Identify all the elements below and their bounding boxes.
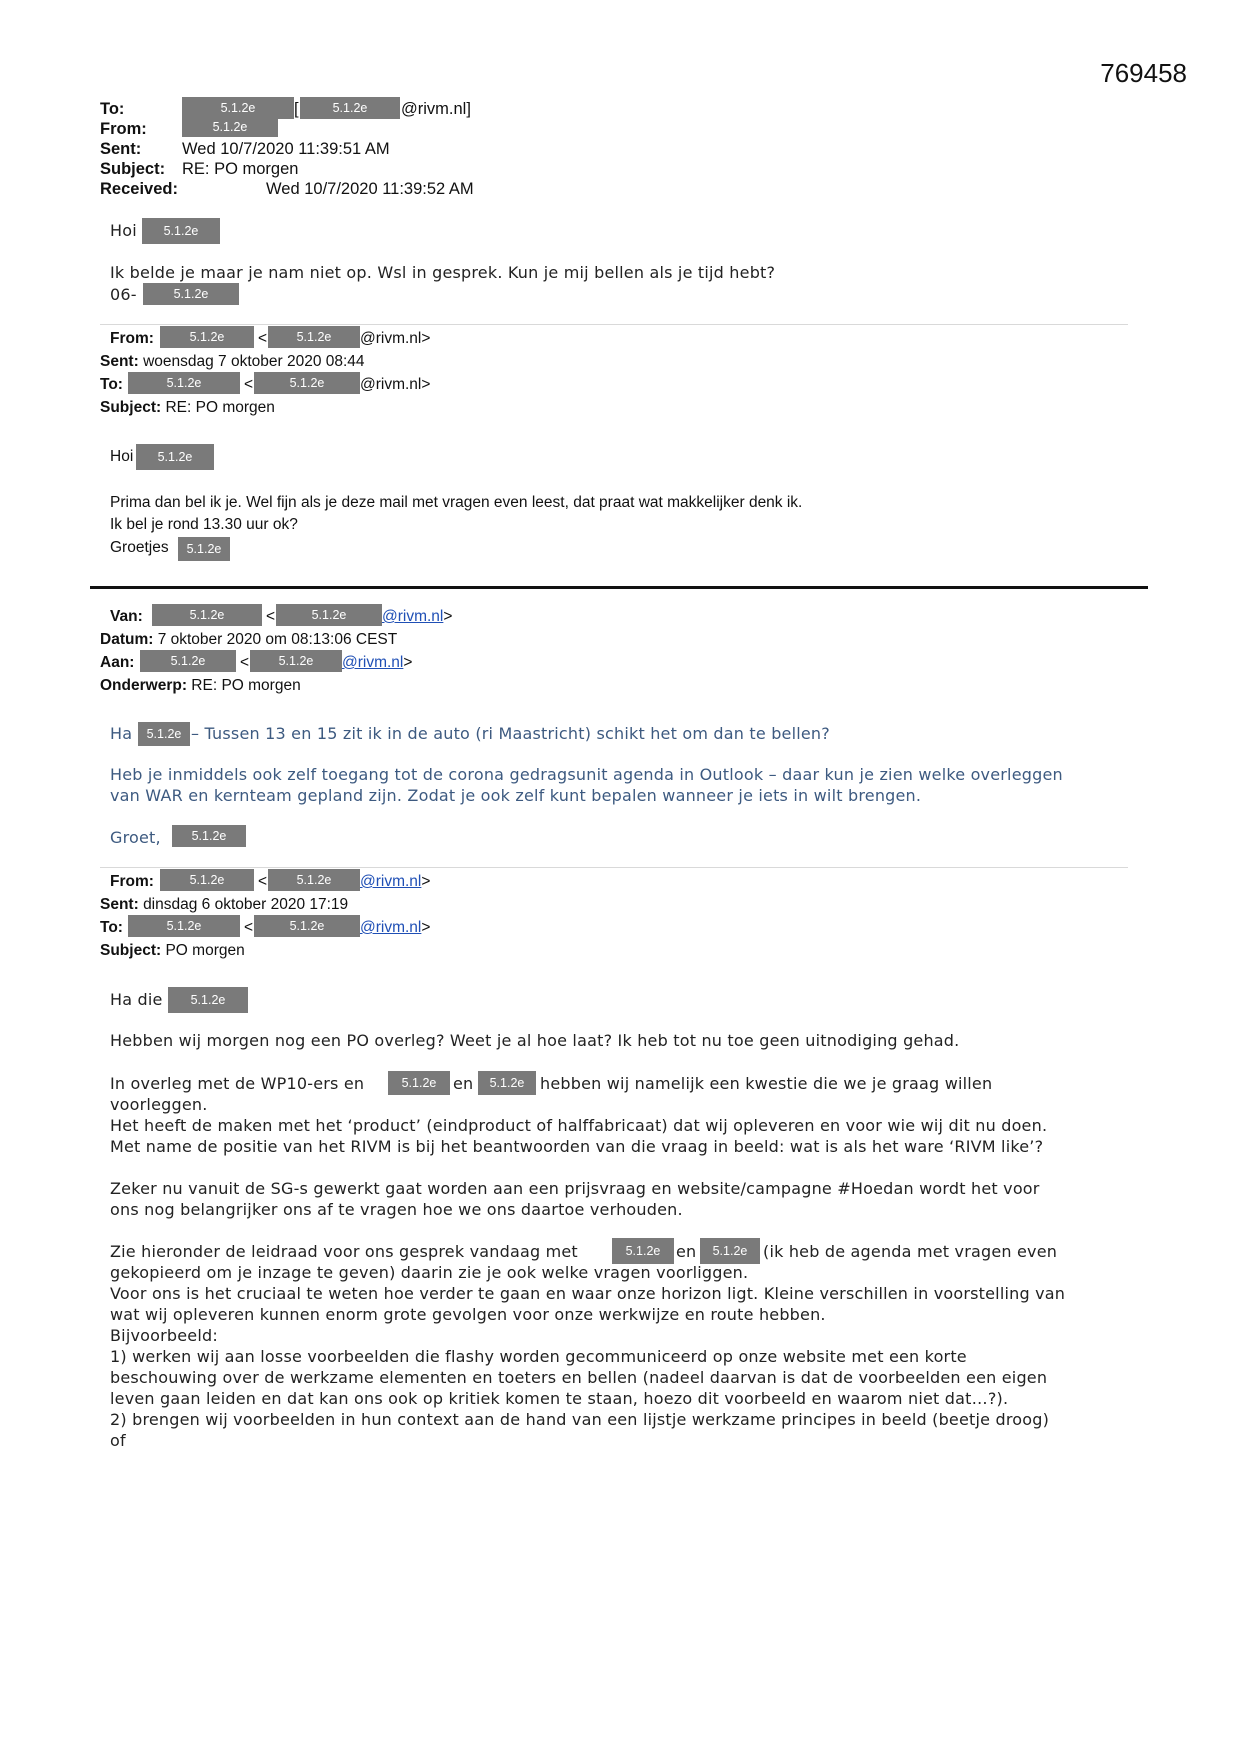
document-number: 769458 — [1100, 58, 1187, 88]
redaction-box: 5.1.2e — [254, 915, 360, 937]
to-label: To: — [100, 919, 123, 936]
separator-line — [90, 586, 1148, 589]
datum-value: 7 oktober 2020 om 08:13:06 CEST — [157, 631, 398, 648]
message-line: ons nog belangrijker ons af te vragen hoe we ons daartoe verhouden. — [110, 1200, 683, 1219]
sent-label: Sent: — [100, 896, 139, 913]
redaction-box: 5.1.2e — [160, 326, 254, 348]
separator-line — [100, 867, 1128, 868]
redaction-box: 5.1.2e — [138, 722, 190, 746]
lt-sign: < — [240, 654, 250, 671]
subject-value: RE: PO morgen — [165, 399, 275, 416]
from-label: From: — [100, 120, 147, 138]
greeting: Ha — [110, 724, 133, 743]
redaction-box: 5.1.2e — [168, 987, 248, 1013]
onderwerp-value: RE: PO morgen — [191, 677, 301, 694]
greeting: Hoi — [110, 448, 134, 465]
subject-value: RE: PO morgen — [182, 160, 299, 178]
email-suffix: @rivm.nl> — [360, 376, 431, 393]
redaction-box: 5.1.2e — [254, 372, 360, 394]
subject-label: Subject: — [100, 399, 162, 416]
redaction-box: 5.1.2e — [143, 283, 239, 305]
message-line: Zeker nu vanuit de SG-s gewerkt gaat worden aan een prijsvraag en website/campagne #Hoedan wordt het voor — [110, 1179, 1040, 1198]
lt-sign: < — [244, 376, 254, 393]
message-line: voorleggen. — [110, 1095, 208, 1114]
redaction-box: 5.1.2e — [300, 97, 400, 119]
message-line: Hebben wij morgen nog een PO overleg? Weet je al hoe laat? Ik heb tot nu toe geen uitnodiging gehad. — [110, 1031, 960, 1050]
message-line: (ik heb de agenda met vragen even — [763, 1242, 1058, 1261]
separator-line — [100, 324, 1128, 325]
message-line: wat wij opleveren kunnen enorm grote gevolgen voor onze werkwijze en route hebben. — [110, 1305, 826, 1324]
redaction-box: 5.1.2e — [128, 915, 240, 937]
connector-text: en — [453, 1074, 474, 1093]
connector-text: en — [676, 1242, 697, 1261]
to-label: To: — [100, 100, 125, 118]
greeting: Ha die — [110, 990, 163, 1009]
message-line: leven gaan leiden en dat kan ons ook op kritiek komen te staan, hoezo dit voorbeeld en waarom niet dat…?). — [110, 1389, 1009, 1408]
redaction-box: 5.1.2e — [388, 1071, 450, 1095]
message-line: van WAR en kernteam gepland zijn. Zodat je ook zelf kunt bepalen wanneer je iets in wilt brengen. — [110, 786, 922, 805]
email-link[interactable]: @rivm.nl — [360, 919, 422, 936]
lt-sign: < — [258, 873, 268, 890]
redaction-box: 5.1.2e — [250, 650, 342, 672]
sent-label: Sent: — [100, 353, 139, 370]
message-line: Ik bel je rond 13.30 uur ok? — [110, 516, 298, 533]
subject-label: Subject: — [100, 160, 166, 178]
subject-label: Subject: — [100, 942, 162, 959]
message-line: gekopieerd om je inzage te geven) daarin zie je ook welke vragen voorliggen. — [110, 1263, 749, 1282]
message-line: hebben wij namelijk een kwestie die we je graag willen — [540, 1074, 993, 1093]
message-line: Heb je inmiddels ook zelf toegang tot de corona gedragsunit agenda in Outlook – daar kun je zien welke overleggen — [110, 765, 1063, 784]
message-line: Zie hieronder de leidraad voor ons gesprek vandaag met — [110, 1242, 578, 1261]
message-line: Met name de positie van het RIVM is bij het beantwoorden van die vraag in beeld: wat is als het ware ‘RIVM like’? — [110, 1137, 1044, 1156]
message-line: 2) brengen wij voorbeelden in hun context aan de hand van een lijstje werkzame principes in beeld (beetje droog) — [110, 1410, 1050, 1429]
redaction-box: 5.1.2e — [700, 1238, 760, 1264]
onderwerp-label: Onderwerp: — [100, 677, 187, 694]
message-line: – Tussen 13 en 15 zit ik in de auto (ri Maastricht) schikt het om dan te bellen? — [191, 724, 830, 743]
redaction-box: 5.1.2e — [160, 869, 254, 891]
lt-sign: < — [258, 330, 268, 347]
gt-sign: > — [403, 654, 413, 671]
message-line: Ik belde je maar je nam niet op. Wsl in gesprek. Kun je mij bellen als je tijd hebt? — [110, 263, 776, 282]
received-label: Received: — [100, 180, 178, 198]
to-label: To: — [100, 376, 123, 393]
redaction-box: 5.1.2e — [268, 869, 360, 891]
sent-value: Wed 10/7/2020 11:39:51 AM — [182, 140, 390, 158]
redaction-box: 5.1.2e — [142, 218, 220, 244]
datum-label: Datum: — [100, 631, 154, 648]
redaction-box: 5.1.2e — [136, 444, 214, 470]
to-bracket: [ — [294, 100, 299, 118]
redaction-box: 5.1.2e — [178, 537, 230, 561]
message-line: Het heeft de maken met het ‘product’ (eindproduct of halffabricaat) dat wij opleveren en voor wie wij dit nu doen. — [110, 1116, 1048, 1135]
message-line: Voor ons is het cruciaal te weten hoe verder te gaan en waar onze horizon ligt. Kleine verschillen in voorstelling van — [110, 1284, 1066, 1303]
from-label: From: — [110, 873, 154, 890]
redaction-box: 5.1.2e — [612, 1238, 674, 1264]
email-link[interactable]: @rivm.nl — [382, 608, 444, 625]
email-link[interactable]: @rivm.nl — [342, 654, 404, 671]
redaction-box: 5.1.2e — [182, 97, 294, 119]
lt-sign: < — [266, 608, 276, 625]
lt-sign: < — [244, 919, 254, 936]
closing: Groetjes — [110, 539, 169, 556]
redaction-box: 5.1.2e — [172, 825, 246, 847]
redaction-box: 5.1.2e — [182, 117, 278, 137]
sent-value: woensdag 7 oktober 2020 08:44 — [143, 353, 365, 370]
message-line: beschouwing over de werkzame elementen en toeters en bellen (nadeel daarvan is dat de voorbeelden een eigen — [110, 1368, 1048, 1387]
redaction-box: 5.1.2e — [478, 1071, 536, 1095]
to-email-suffix: @rivm.nl] — [401, 100, 471, 118]
message-line: Bijvoorbeeld: — [110, 1326, 218, 1345]
subject-value: PO morgen — [165, 942, 245, 959]
gt-sign: > — [421, 873, 431, 890]
greeting: Hoi — [110, 221, 137, 240]
aan-label: Aan: — [100, 654, 135, 671]
message-line: 1) werken wij aan losse voorbeelden die flashy worden gecommuniceerd op onze website met een korte — [110, 1347, 967, 1366]
message-line: In overleg met de WP10-ers en — [110, 1074, 365, 1093]
closing: Groet, — [110, 828, 161, 847]
from-label: From: — [110, 330, 154, 347]
van-label: Van: — [110, 608, 143, 625]
redaction-box: 5.1.2e — [128, 372, 240, 394]
redaction-box: 5.1.2e — [276, 604, 382, 626]
message-line: Prima dan bel ik je. Wel fijn als je deze mail met vragen even leest, dat praat wat makkelijker denk ik. — [110, 494, 803, 511]
phone-prefix: 06- — [110, 285, 137, 304]
sent-label: Sent: — [100, 140, 142, 158]
email-link[interactable]: @rivm.nl — [360, 873, 422, 890]
gt-sign: > — [421, 919, 431, 936]
message-line: of — [110, 1431, 126, 1450]
sent-value: dinsdag 6 oktober 2020 17:19 — [143, 896, 349, 913]
redaction-box: 5.1.2e — [152, 604, 262, 626]
redaction-box: 5.1.2e — [140, 650, 236, 672]
gt-sign: > — [443, 608, 453, 625]
received-value: Wed 10/7/2020 11:39:52 AM — [266, 180, 474, 198]
email-suffix: @rivm.nl> — [360, 330, 431, 347]
redaction-box: 5.1.2e — [268, 326, 360, 348]
